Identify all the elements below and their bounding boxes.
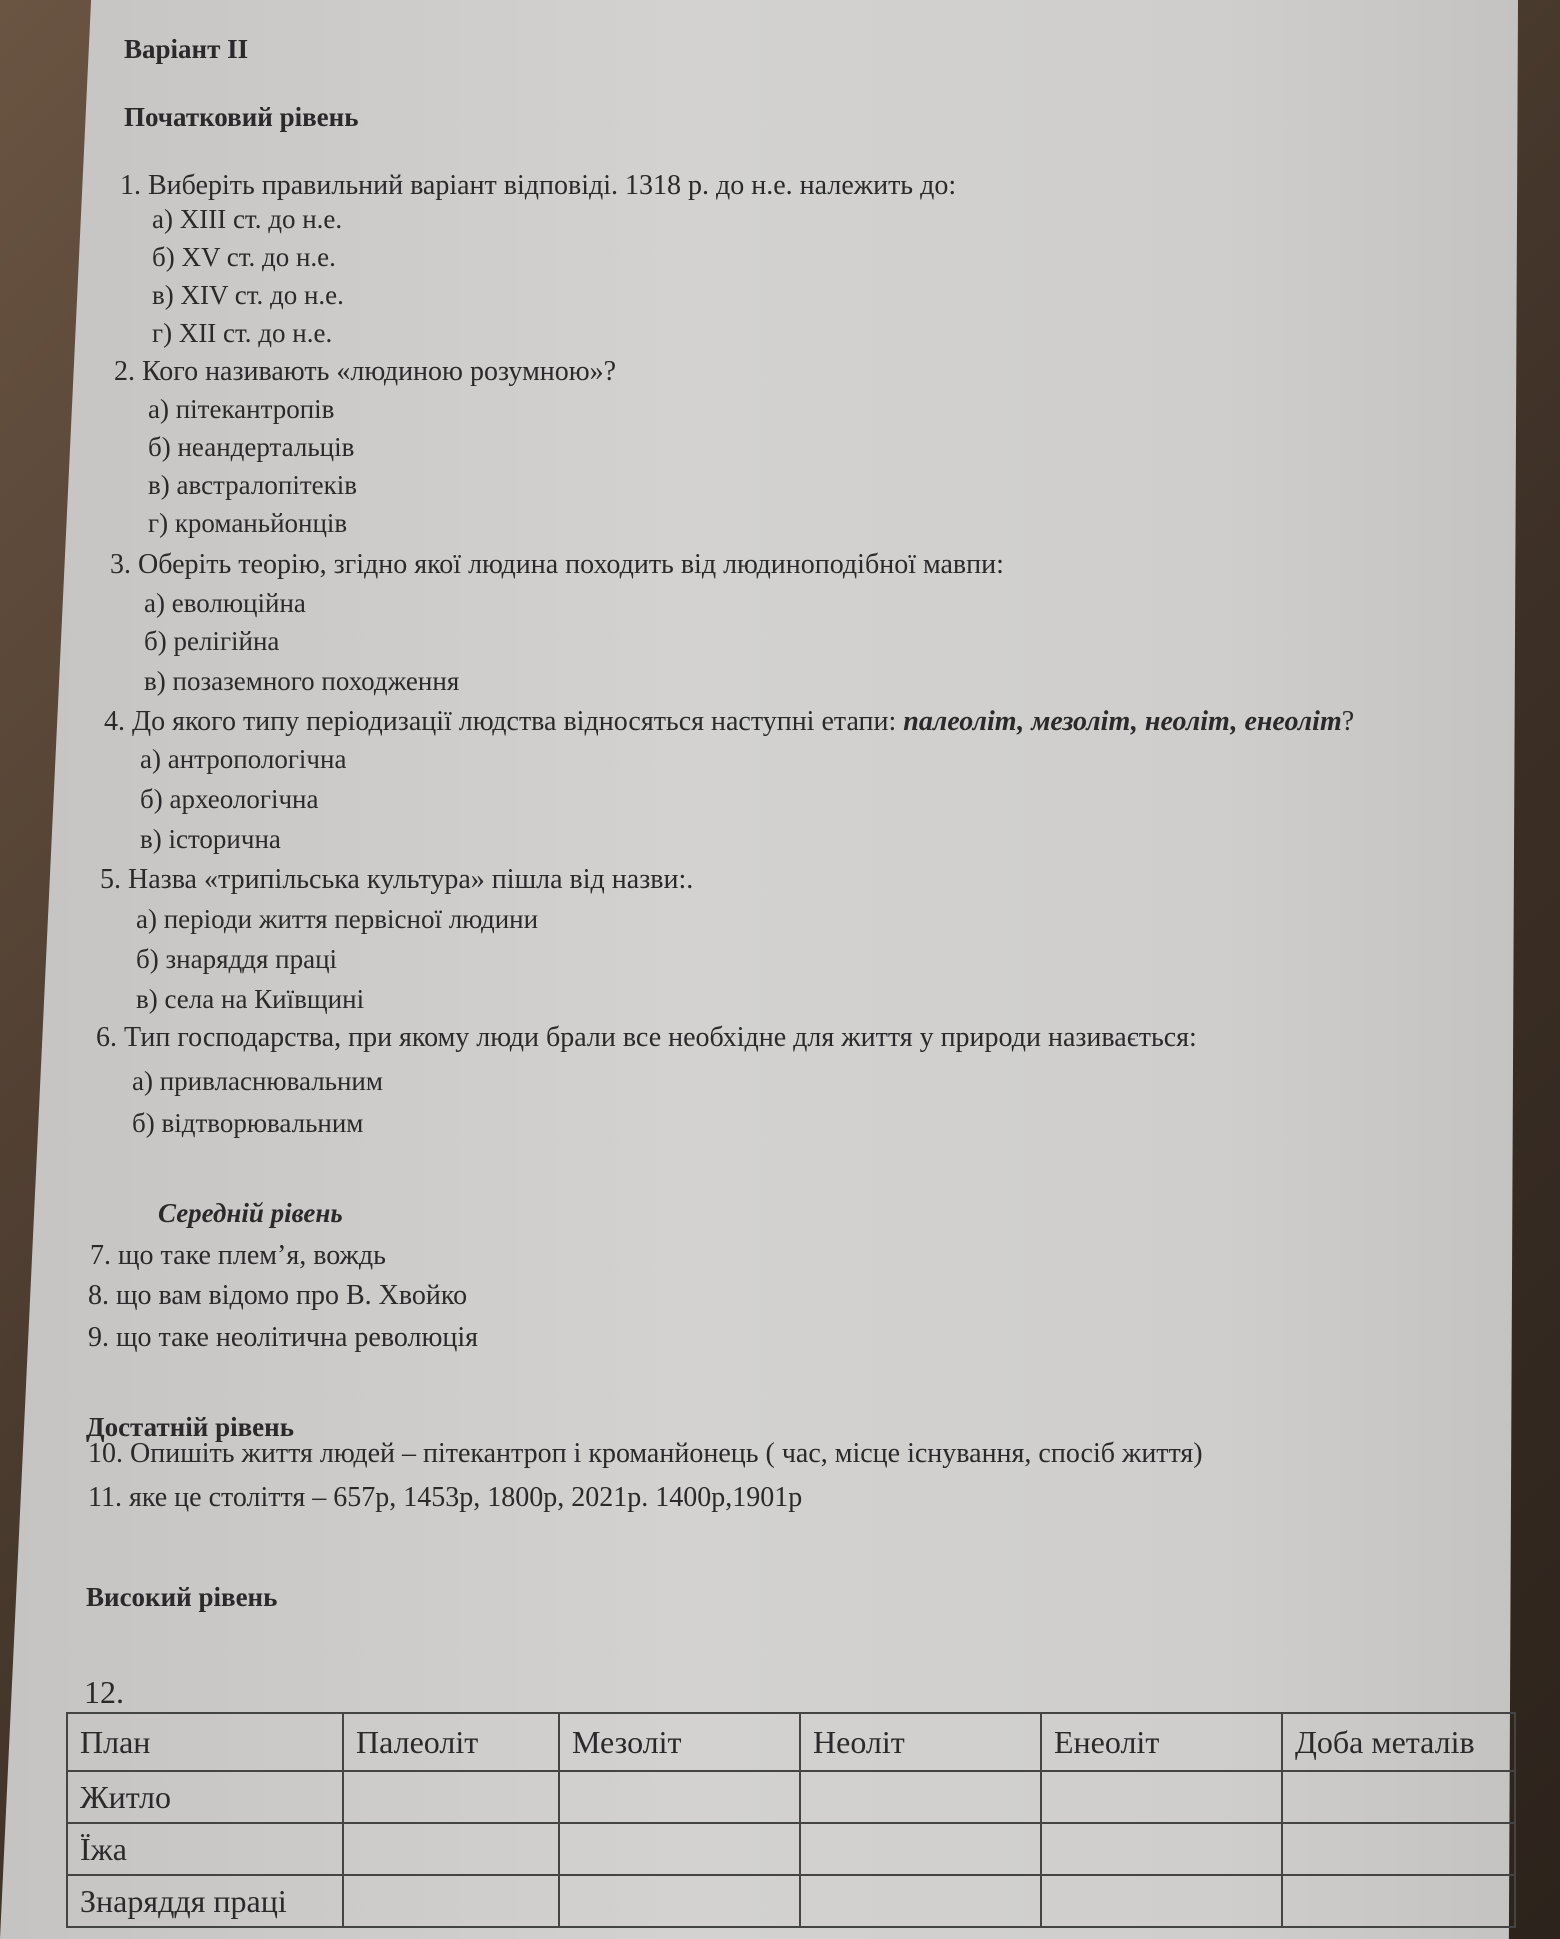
question-4-stages: палеоліт, мезоліт, неоліт, енеоліт [903,706,1342,737]
table-row-label: Їжа [67,1823,343,1875]
table-row [67,1823,1515,1875]
table-cell [1041,1771,1282,1823]
table-cell [559,1771,800,1823]
question-6-option-a: а) привласнювальним [132,1066,383,1096]
question-10: 10. Опишіть життя людей – пітекантроп і кроманйонець ( час, місце існування, спосіб життя) [88,1438,1203,1469]
question-5-option-a: а) періоди життя первісної людини [136,904,539,934]
table-row [67,1875,1515,1927]
question-7: 7. що таке плем’я, вождь [90,1240,386,1271]
question-3-option-c: в) позаземного походження [144,666,460,696]
question-1-option-c: в) XIV ст. до н.е. [152,280,344,310]
question-2-option-d: г) кроманьйонців [148,508,348,538]
question-4-text: 4. До якого типу періодизації людства відносяться наступні етапи: [104,706,904,737]
question-9: 9. що таке неолітична революція [88,1322,479,1353]
table-cell [800,1823,1041,1875]
table-cell [559,1823,800,1875]
question-4-option-b: б) археологічна [140,784,319,814]
question-3: 3. Оберіть теорію, згідно якої людина походить від людиноподібної мавпи: [110,549,1004,580]
table-header-cell: Доба металів [1282,1713,1515,1771]
table-header-cell: План [67,1713,343,1771]
table-cell [343,1823,559,1875]
question-4-option-c: в) історична [140,824,281,854]
question-6-option-b: б) відтворювальним [132,1108,364,1138]
question-4 [104,708,1354,736]
table-cell [1041,1823,1282,1875]
table-header-cell: Палеоліт [343,1713,559,1771]
table-header-cell: Мезоліт [559,1713,800,1771]
question-2-option-c: в) австралопітеків [148,470,357,500]
question-1: 1. Виберіть правильний варіант відповіді. 1318 р. до н.е. належить до: [120,170,957,201]
question-5-option-b: б) знаряддя праці [136,944,338,974]
table-cell [800,1875,1041,1927]
question-1-option-a: а) XIII ст. до н.е. [152,204,343,234]
table-cell [1282,1875,1515,1927]
question-2: 2. Кого називають «людиною розумною»? [114,356,617,387]
table-cell [559,1875,800,1927]
question-2-option-a: а) пітекантропів [148,394,335,424]
question-3-option-b: б) релігійна [144,626,280,656]
table-row [67,1771,1515,1823]
level-initial-heading: Початковий рівень [124,102,359,132]
question-11: 11. яке це століття – 657р, 1453р, 1800р, 2021р. 1400р,1901р [88,1482,803,1513]
question-3-option-a: а) еволюційна [144,588,306,618]
level-sufficient-heading: Достатній рівень [86,1412,294,1442]
periods-table [66,1712,1516,1928]
question-2-option-b: б) неандертальців [148,432,355,462]
table-cell [1282,1771,1515,1823]
question-4-suffix: ? [1341,706,1355,737]
question-8: 8. що вам відомо про В. Хвойко [88,1280,468,1311]
level-middle-heading: Середній рівень [158,1198,343,1228]
question-12: 12. [84,1674,124,1710]
question-1-option-b: б) XV ст. до н.е. [152,242,336,272]
table-cell [343,1875,559,1927]
question-6: 6. Тип господарства, при якому люди брали все необхідне для життя у природи називається: [96,1022,1197,1053]
table-header-row [67,1713,1515,1771]
question-5-option-c: в) села на Київщині [136,984,365,1014]
table-header-cell: Енеоліт [1041,1713,1282,1771]
table-cell [343,1771,559,1823]
question-4-option-a: а) антропологічна [140,744,347,774]
table-cell [1282,1823,1515,1875]
level-high-heading: Високий рівень [86,1582,278,1612]
question-5: 5. Назва «трипільська культура» пішла від назви:. [100,864,694,895]
table-row-label: Житло [67,1771,343,1823]
variant-title: Варіант ІІ [124,34,249,64]
table-row-label: Знаряддя праці [67,1875,343,1927]
question-1-option-d: г) XII ст. до н.е. [152,318,333,348]
table-cell [800,1771,1041,1823]
table-header-cell: Неоліт [800,1713,1041,1771]
table-cell [1041,1875,1282,1927]
